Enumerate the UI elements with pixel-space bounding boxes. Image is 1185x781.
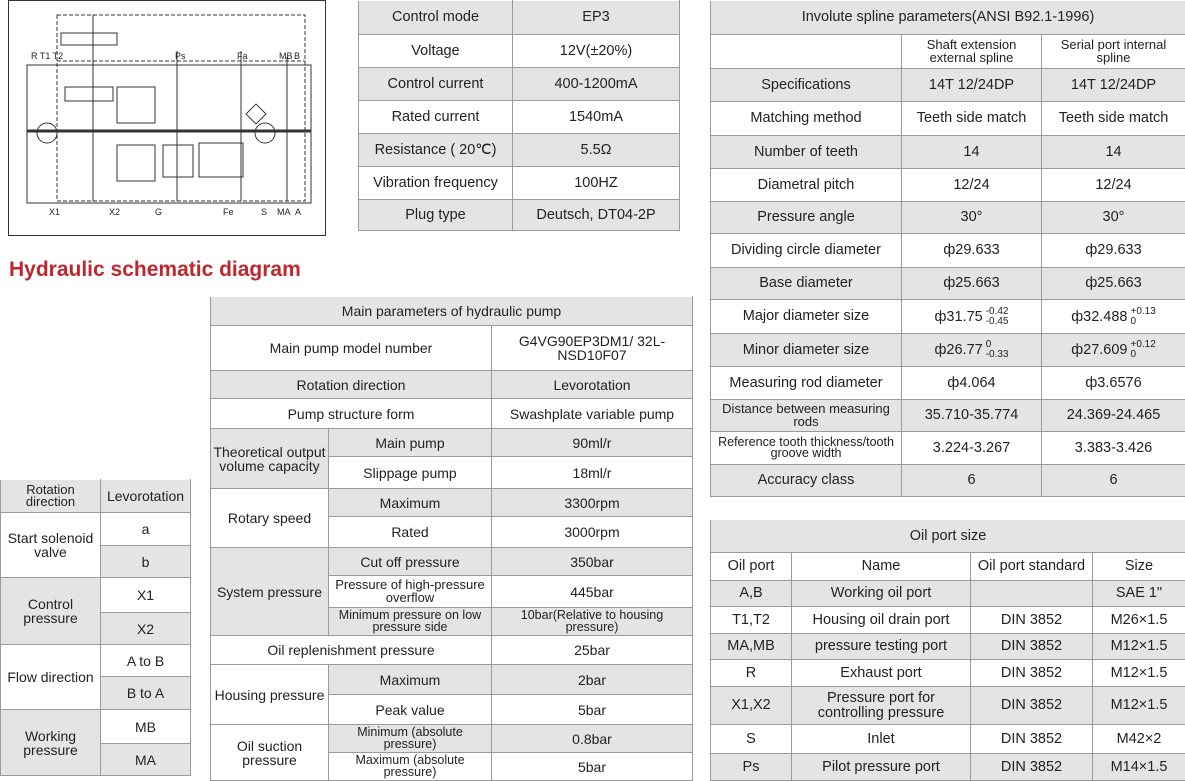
teeth-value-2: 14 <box>1042 136 1185 169</box>
rod-diameter-label: Measuring rod diameter <box>711 367 902 400</box>
port-size: M42×2 <box>1093 725 1185 754</box>
resistance-value: 5.5Ω <box>513 134 680 167</box>
main-pump-label: Main pump <box>329 429 492 457</box>
table-row: S <box>711 725 792 754</box>
angle-label: Pressure angle <box>711 202 902 234</box>
matching-label: Matching method <box>711 102 902 136</box>
replen-value: 25bar <box>492 636 693 665</box>
direction-table <box>0 479 191 776</box>
angle-value-1: 30° <box>902 202 1042 234</box>
schematic-label-fe: Fe <box>223 207 234 217</box>
flow-ab: A to B <box>101 645 191 677</box>
housing-max-label: Maximum <box>329 665 492 695</box>
suc-min-value: 0.8bar <box>492 725 693 753</box>
control-current-value: 400-1200mA <box>513 68 680 101</box>
port-name: Inlet <box>792 725 971 754</box>
slippage-value: 18ml/r <box>492 457 693 489</box>
port-header-port: Oil port <box>711 553 792 581</box>
slippage-label: Slippage pump <box>329 457 492 489</box>
dividing-value-1: ф29.633 <box>902 234 1042 268</box>
port-name: Pressure port for controlling pressure <box>792 687 971 725</box>
port-size: SAE 1" <box>1093 581 1185 607</box>
working-label: Working pressure <box>1 710 101 776</box>
control-x1: X1 <box>101 578 191 613</box>
rated-current-label: Rated current <box>359 101 513 134</box>
tooth-thickness-value-1: 3.224-3.267 <box>902 432 1042 465</box>
port-standard: DIN 3852 <box>971 660 1093 687</box>
spline-title: Involute spline parameters(ANSI B92.1-1996) <box>711 1 1185 35</box>
overflow-label: Pressure of high-pressure overflow <box>329 576 492 608</box>
control-current-label: Control current <box>359 68 513 101</box>
major-value-2: ф32.488 +0.13 0 <box>1042 300 1185 334</box>
major-label: Major diameter size <box>711 300 902 334</box>
port-header-standard: Oil port standard <box>971 553 1093 581</box>
minor-label: Minor diameter size <box>711 334 902 367</box>
table-row: A,B <box>711 581 792 607</box>
table-row: MA,MB <box>711 634 792 660</box>
port-size: M12×1.5 <box>1093 687 1185 725</box>
accuracy-label: Accuracy class <box>711 465 902 497</box>
schematic-label-mb: MB <box>279 51 293 61</box>
solenoid-b: b <box>101 546 191 578</box>
teeth-value-1: 14 <box>902 136 1042 169</box>
table-row: R <box>711 660 792 687</box>
tooth-thickness-value-2: 3.383-3.426 <box>1042 432 1185 465</box>
dividing-label: Dividing circle diameter <box>711 234 902 268</box>
matching-value-2: Teeth side match <box>1042 102 1185 136</box>
spec-value-2: 14T 12/24DP <box>1042 69 1185 102</box>
dividing-value-2: ф29.633 <box>1042 234 1185 268</box>
accuracy-value-1: 6 <box>902 465 1042 497</box>
rod-diameter-value-2: ф3.6576 <box>1042 367 1185 400</box>
sys-label: System pressure <box>211 548 329 636</box>
pump-table <box>210 296 693 781</box>
hydraulic-schematic <box>8 0 326 236</box>
pitch-label: Diametral pitch <box>711 169 902 202</box>
structure-value: Swashplate variable pump <box>492 399 693 429</box>
suc-min-label: Minimum (absolute pressure) <box>329 725 492 753</box>
pitch-value-1: 12/24 <box>902 169 1042 202</box>
port-name: pressure testing port <box>792 634 971 660</box>
port-standard: DIN 3852 <box>971 634 1093 660</box>
schematic-label-ps: Ps <box>175 51 186 61</box>
table-row: T1,T2 <box>711 607 792 634</box>
flow-label: Flow direction <box>1 645 101 710</box>
minor-value-2: ф27.609 +0.12 0 <box>1042 334 1185 367</box>
schematic-label-b: B <box>294 51 300 61</box>
resistance-label: Resistance ( 20℃) <box>359 134 513 167</box>
tooth-thickness-label: Reference tooth thickness/tooth groove width <box>711 432 902 465</box>
minlow-value: 10bar(Relative to housing pressure) <box>492 608 693 636</box>
housing-max-value: 2bar <box>492 665 693 695</box>
working-ma: MA <box>101 744 191 776</box>
replen-label: Oil replenishment pressure <box>211 636 492 665</box>
plug-type-label: Plug type <box>359 200 513 231</box>
port-name: Pilot pressure port <box>792 754 971 781</box>
flow-ba: B to A <box>101 677 191 710</box>
port-name: Exhaust port <box>792 660 971 687</box>
port-table <box>710 519 1185 781</box>
rod-diameter-value-1: ф4.064 <box>902 367 1042 400</box>
table-row: X1,X2 <box>711 687 792 725</box>
speed-max-label: Maximum <box>329 489 492 517</box>
base-value-1: ф25.663 <box>902 268 1042 300</box>
table-row: Ps <box>711 754 792 781</box>
schematic-label-a: A <box>295 207 301 217</box>
schematic-label-fa: Fa <box>237 51 248 61</box>
control-table <box>358 0 680 231</box>
suction-label: Oil suction pressure <box>211 725 329 781</box>
control-pressure-label: Control pressure <box>1 578 101 645</box>
port-standard <box>971 581 1093 607</box>
schematic-label-x2: X2 <box>109 207 120 217</box>
rod-distance-value-2: 24.369-24.465 <box>1042 400 1185 432</box>
port-standard: DIN 3852 <box>971 607 1093 634</box>
pump-title: Main parameters of hydraulic pump <box>211 297 693 326</box>
spline-col2-header: Serial port internal spline <box>1042 35 1185 69</box>
port-size: M26×1.5 <box>1093 607 1185 634</box>
model-label: Main pump model number <box>211 326 492 371</box>
control-mode-value: EP3 <box>513 1 680 35</box>
control-x2: X2 <box>101 613 191 645</box>
voltage-label: Voltage <box>359 35 513 68</box>
schematic-label-rtt: R T1 T2 <box>31 51 63 61</box>
speed-max-value: 3300rpm <box>492 489 693 517</box>
schematic-label-g: G <box>155 207 162 217</box>
speed-rated-label: Rated <box>329 517 492 548</box>
major-value-1: ф31.75 -0.42 -0.45 <box>902 300 1042 334</box>
plug-type-value: Deutsch, DT04-2P <box>513 200 680 231</box>
rod-distance-value-1: 35.710-35.774 <box>902 400 1042 432</box>
angle-value-2: 30° <box>1042 202 1185 234</box>
rot-dir-label: Rotation direction <box>1 480 101 513</box>
base-label: Base diameter <box>711 268 902 300</box>
port-title: Oil port size <box>711 520 1185 553</box>
spline-table <box>710 0 1185 497</box>
spec-label: Specifications <box>711 69 902 102</box>
voltage-value: 12V(±20%) <box>513 35 680 68</box>
port-standard: DIN 3852 <box>971 687 1093 725</box>
overflow-value: 445bar <box>492 576 693 608</box>
structure-label: Pump structure form <box>211 399 492 429</box>
theo-label: Theoretical output volume capacity <box>211 429 329 489</box>
cutoff-label: Cut off pressure <box>329 548 492 576</box>
schematic-label-ma: MA <box>277 207 291 217</box>
rot-dir-value: Levorotation <box>101 480 191 513</box>
port-size: M14×1.5 <box>1093 754 1185 781</box>
port-header-name: Name <box>792 553 971 581</box>
solenoid-a: a <box>101 513 191 546</box>
port-name: Working oil port <box>792 581 971 607</box>
housing-label: Housing pressure <box>211 665 329 725</box>
speed-rated-value: 3000rpm <box>492 517 693 548</box>
suc-max-value: 5bar <box>492 753 693 781</box>
port-standard: DIN 3852 <box>971 754 1093 781</box>
base-value-2: ф25.663 <box>1042 268 1185 300</box>
minlow-label: Minimum pressure on low pressure side <box>329 608 492 636</box>
page-title: Hydraulic schematic diagram <box>9 258 301 282</box>
spline-col1-header: Shaft extension external spline <box>902 35 1042 69</box>
minor-value-1: ф26.77 0 -0.33 <box>902 334 1042 367</box>
rod-distance-label: Distance between measuring rods <box>711 400 902 432</box>
model-value: G4VG90EP3DM1/ 32L-NSD10F07 <box>492 326 693 371</box>
schematic-label-s: S <box>261 207 267 217</box>
main-pump-value: 90ml/r <box>492 429 693 457</box>
speed-label: Rotary speed <box>211 489 329 548</box>
port-size: M12×1.5 <box>1093 634 1185 660</box>
rated-current-value: 1540mA <box>513 101 680 134</box>
schematic-label-x1: X1 <box>49 207 60 217</box>
port-name: Housing oil drain port <box>792 607 971 634</box>
vibration-value: 100HZ <box>513 167 680 200</box>
port-size: M12×1.5 <box>1093 660 1185 687</box>
port-header-size: Size <box>1093 553 1185 581</box>
spec-value-1: 14T 12/24DP <box>902 69 1042 102</box>
control-mode-label: Control mode <box>359 1 513 35</box>
cutoff-value: 350bar <box>492 548 693 576</box>
matching-value-1: Teeth side match <box>902 102 1042 136</box>
peak-label: Peak value <box>329 695 492 725</box>
pitch-value-2: 12/24 <box>1042 169 1185 202</box>
vibration-label: Vibration frequency <box>359 167 513 200</box>
accuracy-value-2: 6 <box>1042 465 1185 497</box>
working-mb: MB <box>101 710 191 744</box>
peak-value: 5bar <box>492 695 693 725</box>
solenoid-label: Start solenoid valve <box>1 513 101 578</box>
teeth-label: Number of teeth <box>711 136 902 169</box>
port-standard: DIN 3852 <box>971 725 1093 754</box>
suc-max-label: Maximum (absolute pressure) <box>329 753 492 781</box>
rotation-label: Rotation direction <box>211 371 492 399</box>
rotation-value: Levorotation <box>492 371 693 399</box>
